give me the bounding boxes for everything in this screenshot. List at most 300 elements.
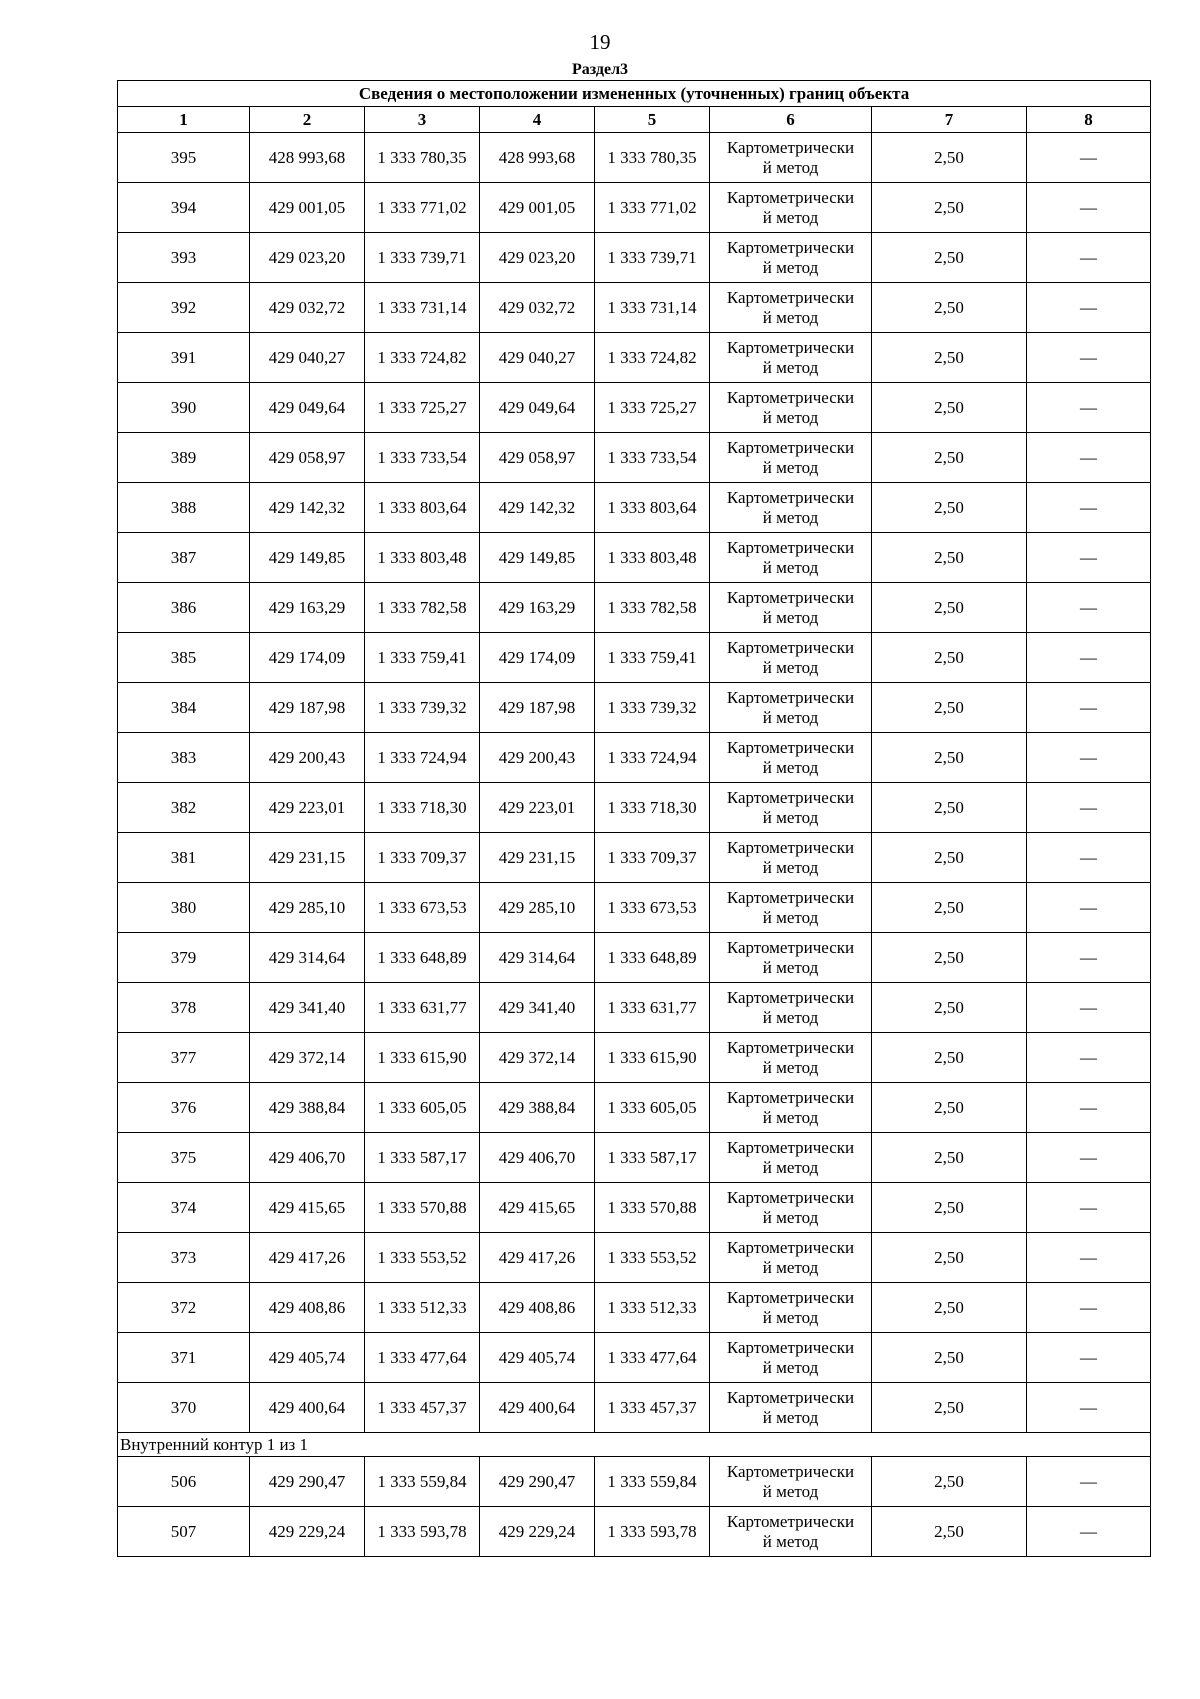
- x-coordinate-updated: 429 049,64: [480, 383, 595, 433]
- table-row: [118, 933, 1151, 983]
- table-row: [118, 1457, 1151, 1507]
- method-cell: [710, 483, 872, 533]
- x-coordinate-existing: 429 417,26: [250, 1233, 365, 1283]
- empty-dash: —: [1027, 833, 1151, 883]
- x-coordinate-updated: 429 372,14: [480, 1033, 595, 1083]
- y-coordinate-existing: 1 333 631,77: [365, 983, 480, 1033]
- empty-dash: —: [1027, 183, 1151, 233]
- y-coordinate-updated: 1 333 739,71: [595, 233, 710, 283]
- boundary-coordinates-table: [117, 80, 1151, 1557]
- table-row: [118, 1383, 1151, 1433]
- accuracy-value: 2,50: [872, 583, 1027, 633]
- method-text-line1: Картометрически: [726, 987, 855, 1007]
- x-coordinate-updated: 429 058,97: [480, 433, 595, 483]
- empty-dash: —: [1027, 1083, 1151, 1133]
- y-coordinate-updated: 1 333 457,37: [595, 1383, 710, 1433]
- point-number: 392: [118, 283, 250, 333]
- empty-dash: —: [1027, 283, 1151, 333]
- y-coordinate-updated: 1 333 587,17: [595, 1133, 710, 1183]
- y-coordinate-updated: 1 333 615,90: [595, 1033, 710, 1083]
- table-row: [118, 1083, 1151, 1133]
- x-coordinate-existing: 429 372,14: [250, 1033, 365, 1083]
- x-coordinate-existing: 429 058,97: [250, 433, 365, 483]
- method-text-line2: й метод: [762, 1357, 819, 1377]
- column-number: 8: [1027, 107, 1151, 133]
- y-coordinate-existing: 1 333 739,71: [365, 233, 480, 283]
- accuracy-value: 2,50: [872, 383, 1027, 433]
- point-number: 389: [118, 433, 250, 483]
- empty-dash: —: [1027, 1033, 1151, 1083]
- accuracy-value: 2,50: [872, 1133, 1027, 1183]
- point-number: 371: [118, 1333, 250, 1383]
- method-text-line1: Картометрически: [726, 637, 855, 657]
- method-text-line2: й метод: [762, 357, 819, 377]
- accuracy-value: 2,50: [872, 1233, 1027, 1283]
- empty-dash: —: [1027, 733, 1151, 783]
- accuracy-value: 2,50: [872, 483, 1027, 533]
- method-cell: [710, 783, 872, 833]
- table-row: [118, 1507, 1151, 1557]
- column-number-row: [118, 107, 1151, 133]
- empty-dash: —: [1027, 933, 1151, 983]
- method-text-line1: Картометрически: [726, 837, 855, 857]
- method-text-line1: Картометрически: [726, 887, 855, 907]
- method-text-line1: Картометрически: [726, 287, 855, 307]
- x-coordinate-updated: 429 314,64: [480, 933, 595, 983]
- method-text-line1: Картометрически: [726, 1137, 855, 1157]
- y-coordinate-existing: 1 333 803,48: [365, 533, 480, 583]
- table-row: [118, 983, 1151, 1033]
- accuracy-value: 2,50: [872, 183, 1027, 233]
- accuracy-value: 2,50: [872, 133, 1027, 183]
- accuracy-value: 2,50: [872, 1083, 1027, 1133]
- table-row: [118, 583, 1151, 633]
- y-coordinate-updated: 1 333 771,02: [595, 183, 710, 233]
- y-coordinate-updated: 1 333 803,64: [595, 483, 710, 533]
- point-number: 383: [118, 733, 250, 783]
- method-cell: [710, 1507, 872, 1557]
- method-cell: [710, 233, 872, 283]
- y-coordinate-existing: 1 333 733,54: [365, 433, 480, 483]
- table-row: [118, 1233, 1151, 1283]
- method-cell: [710, 1333, 872, 1383]
- method-cell: [710, 333, 872, 383]
- accuracy-value: 2,50: [872, 833, 1027, 883]
- point-number: 388: [118, 483, 250, 533]
- table-row: [118, 1033, 1151, 1083]
- empty-dash: —: [1027, 1133, 1151, 1183]
- y-coordinate-updated: 1 333 739,32: [595, 683, 710, 733]
- y-coordinate-existing: 1 333 457,37: [365, 1383, 480, 1433]
- y-coordinate-existing: 1 333 615,90: [365, 1033, 480, 1083]
- empty-dash: —: [1027, 1383, 1151, 1433]
- point-number: 393: [118, 233, 250, 283]
- method-cell: [710, 383, 872, 433]
- table-row: [118, 333, 1151, 383]
- method-text-line1: Картометрически: [726, 487, 855, 507]
- point-number: 373: [118, 1233, 250, 1283]
- method-cell: [710, 183, 872, 233]
- x-coordinate-existing: 429 405,74: [250, 1333, 365, 1383]
- section-title: Раздел3: [571, 61, 629, 78]
- empty-dash: —: [1027, 1183, 1151, 1233]
- method-text-line1: Картометрически: [726, 937, 855, 957]
- accuracy-value: 2,50: [872, 733, 1027, 783]
- column-number: 6: [710, 107, 872, 133]
- method-cell: [710, 633, 872, 683]
- y-coordinate-existing: 1 333 593,78: [365, 1507, 480, 1557]
- method-cell: [710, 933, 872, 983]
- x-coordinate-updated: 429 405,74: [480, 1333, 595, 1383]
- point-number: 395: [118, 133, 250, 183]
- x-coordinate-existing: 429 231,15: [250, 833, 365, 883]
- table-row: [118, 183, 1151, 233]
- point-number: 381: [118, 833, 250, 883]
- y-coordinate-updated: 1 333 477,64: [595, 1333, 710, 1383]
- point-number: 390: [118, 383, 250, 433]
- method-text-line2: й метод: [762, 807, 819, 827]
- method-cell: [710, 983, 872, 1033]
- y-coordinate-existing: 1 333 724,94: [365, 733, 480, 783]
- empty-dash: —: [1027, 683, 1151, 733]
- point-number: 387: [118, 533, 250, 583]
- table-row: [118, 633, 1151, 683]
- y-coordinate-updated: 1 333 782,58: [595, 583, 710, 633]
- x-coordinate-existing: 429 174,09: [250, 633, 365, 683]
- method-cell: [710, 683, 872, 733]
- y-coordinate-existing: 1 333 648,89: [365, 933, 480, 983]
- method-cell: [710, 1133, 872, 1183]
- accuracy-value: 2,50: [872, 633, 1027, 683]
- accuracy-value: 2,50: [872, 533, 1027, 583]
- method-text-line2: й метод: [762, 307, 819, 327]
- accuracy-value: 2,50: [872, 1457, 1027, 1507]
- empty-dash: —: [1027, 333, 1151, 383]
- method-text-line1: Картометрически: [726, 587, 855, 607]
- method-cell: [710, 1183, 872, 1233]
- empty-dash: —: [1027, 483, 1151, 533]
- method-text-line2: й метод: [762, 857, 819, 877]
- x-coordinate-existing: 429 023,20: [250, 233, 365, 283]
- page-number: 19: [589, 30, 611, 54]
- method-text-line1: Картометрически: [726, 737, 855, 757]
- method-text-line1: Картометрически: [726, 137, 855, 157]
- x-coordinate-updated: 429 001,05: [480, 183, 595, 233]
- accuracy-value: 2,50: [872, 1033, 1027, 1083]
- y-coordinate-updated: 1 333 559,84: [595, 1457, 710, 1507]
- x-coordinate-updated: 429 163,29: [480, 583, 595, 633]
- empty-dash: —: [1027, 533, 1151, 583]
- y-coordinate-updated: 1 333 725,27: [595, 383, 710, 433]
- y-coordinate-existing: 1 333 559,84: [365, 1457, 480, 1507]
- point-number: 376: [118, 1083, 250, 1133]
- method-cell: [710, 433, 872, 483]
- x-coordinate-existing: 429 406,70: [250, 1133, 365, 1183]
- method-cell: [710, 883, 872, 933]
- point-number: 391: [118, 333, 250, 383]
- y-coordinate-updated: 1 333 673,53: [595, 883, 710, 933]
- method-text-line1: Картометрически: [726, 1237, 855, 1257]
- x-coordinate-updated: 429 231,15: [480, 833, 595, 883]
- x-coordinate-existing: 429 200,43: [250, 733, 365, 783]
- accuracy-value: 2,50: [872, 233, 1027, 283]
- point-number: 378: [118, 983, 250, 1033]
- y-coordinate-existing: 1 333 605,05: [365, 1083, 480, 1133]
- empty-dash: —: [1027, 1507, 1151, 1557]
- x-coordinate-existing: 429 229,24: [250, 1507, 365, 1557]
- point-number: 506: [118, 1457, 250, 1507]
- method-text-line2: й метод: [762, 757, 819, 777]
- accuracy-value: 2,50: [872, 683, 1027, 733]
- table-row: [118, 233, 1151, 283]
- method-cell: [710, 833, 872, 883]
- column-number: 3: [365, 107, 480, 133]
- method-text-line2: й метод: [762, 257, 819, 277]
- y-coordinate-updated: 1 333 724,94: [595, 733, 710, 783]
- method-text-line1: Картометрически: [726, 1187, 855, 1207]
- column-number: 5: [595, 107, 710, 133]
- method-cell: [710, 1457, 872, 1507]
- x-coordinate-updated: 429 388,84: [480, 1083, 595, 1133]
- y-coordinate-updated: 1 333 512,33: [595, 1283, 710, 1333]
- y-coordinate-existing: 1 333 780,35: [365, 133, 480, 183]
- method-text-line2: й метод: [762, 1157, 819, 1177]
- accuracy-value: 2,50: [872, 1183, 1027, 1233]
- x-coordinate-updated: 428 993,68: [480, 133, 595, 183]
- empty-dash: —: [1027, 783, 1151, 833]
- x-coordinate-existing: 429 341,40: [250, 983, 365, 1033]
- table-row: [118, 283, 1151, 333]
- accuracy-value: 2,50: [872, 1507, 1027, 1557]
- method-text-line1: Картометрически: [726, 537, 855, 557]
- table-row: [118, 433, 1151, 483]
- y-coordinate-updated: 1 333 648,89: [595, 933, 710, 983]
- point-number: 382: [118, 783, 250, 833]
- y-coordinate-updated: 1 333 803,48: [595, 533, 710, 583]
- method-text-line2: й метод: [762, 1057, 819, 1077]
- method-text-line1: Картометрически: [726, 1511, 855, 1531]
- y-coordinate-updated: 1 333 780,35: [595, 133, 710, 183]
- table-row: [118, 683, 1151, 733]
- table-row: [118, 1283, 1151, 1333]
- empty-dash: —: [1027, 883, 1151, 933]
- x-coordinate-updated: 429 174,09: [480, 633, 595, 683]
- point-number: 384: [118, 683, 250, 733]
- x-coordinate-updated: 429 400,64: [480, 1383, 595, 1433]
- y-coordinate-existing: 1 333 725,27: [365, 383, 480, 433]
- table-row: [118, 483, 1151, 533]
- table-row: [118, 1133, 1151, 1183]
- y-coordinate-updated: 1 333 605,05: [595, 1083, 710, 1133]
- method-text-line1: Картометрически: [726, 1387, 855, 1407]
- y-coordinate-existing: 1 333 570,88: [365, 1183, 480, 1233]
- method-text-line2: й метод: [762, 457, 819, 477]
- method-text-line2: й метод: [762, 507, 819, 527]
- x-coordinate-existing: 429 290,47: [250, 1457, 365, 1507]
- method-cell: [710, 283, 872, 333]
- method-cell: [710, 1383, 872, 1433]
- y-coordinate-existing: 1 333 709,37: [365, 833, 480, 883]
- method-text-line2: й метод: [762, 407, 819, 427]
- x-coordinate-existing: 428 993,68: [250, 133, 365, 183]
- table-row: [118, 733, 1151, 783]
- point-number: 374: [118, 1183, 250, 1233]
- contour-label: Внутренний контур 1 из 1: [118, 1433, 1151, 1457]
- method-text-line2: й метод: [762, 1307, 819, 1327]
- y-coordinate-updated: 1 333 631,77: [595, 983, 710, 1033]
- method-cell: [710, 583, 872, 633]
- table-row: [118, 1183, 1151, 1233]
- method-text-line2: й метод: [762, 707, 819, 727]
- accuracy-value: 2,50: [872, 283, 1027, 333]
- x-coordinate-updated: 429 285,10: [480, 883, 595, 933]
- x-coordinate-existing: 429 408,86: [250, 1283, 365, 1333]
- method-text-line2: й метод: [762, 157, 819, 177]
- y-coordinate-updated: 1 333 570,88: [595, 1183, 710, 1233]
- x-coordinate-existing: 429 001,05: [250, 183, 365, 233]
- method-text-line1: Картометрически: [726, 1087, 855, 1107]
- method-text-line2: й метод: [762, 657, 819, 677]
- method-text-line1: Картометрически: [726, 1461, 855, 1481]
- accuracy-value: 2,50: [872, 1333, 1027, 1383]
- empty-dash: —: [1027, 1233, 1151, 1283]
- x-coordinate-existing: 429 285,10: [250, 883, 365, 933]
- table-row: [118, 133, 1151, 183]
- empty-dash: —: [1027, 133, 1151, 183]
- point-number: 370: [118, 1383, 250, 1433]
- empty-dash: —: [1027, 1333, 1151, 1383]
- table-row: [118, 883, 1151, 933]
- point-number: 385: [118, 633, 250, 683]
- contour-label-row: [118, 1433, 1151, 1457]
- x-coordinate-updated: 429 149,85: [480, 533, 595, 583]
- x-coordinate-updated: 429 229,24: [480, 1507, 595, 1557]
- point-number: 372: [118, 1283, 250, 1333]
- x-coordinate-existing: 429 142,32: [250, 483, 365, 533]
- x-coordinate-existing: 429 388,84: [250, 1083, 365, 1133]
- point-number: 379: [118, 933, 250, 983]
- point-number: 375: [118, 1133, 250, 1183]
- y-coordinate-existing: 1 333 803,64: [365, 483, 480, 533]
- x-coordinate-updated: 429 023,20: [480, 233, 595, 283]
- accuracy-value: 2,50: [872, 983, 1027, 1033]
- method-text-line1: Картометрически: [726, 1287, 855, 1307]
- method-cell: [710, 733, 872, 783]
- x-coordinate-existing: 429 032,72: [250, 283, 365, 333]
- point-number: 377: [118, 1033, 250, 1083]
- method-cell: [710, 133, 872, 183]
- method-text-line1: Картометрически: [726, 787, 855, 807]
- column-number: 2: [250, 107, 365, 133]
- table-row: [118, 833, 1151, 883]
- method-text-line2: й метод: [762, 1481, 819, 1501]
- method-text-line1: Картометрически: [726, 187, 855, 207]
- method-text-line2: й метод: [762, 907, 819, 927]
- method-text-line2: й метод: [762, 557, 819, 577]
- table-caption-row: [118, 81, 1151, 107]
- accuracy-value: 2,50: [872, 333, 1027, 383]
- point-number: 507: [118, 1507, 250, 1557]
- accuracy-value: 2,50: [872, 883, 1027, 933]
- table-row: [118, 383, 1151, 433]
- y-coordinate-existing: 1 333 771,02: [365, 183, 480, 233]
- x-coordinate-updated: 429 417,26: [480, 1233, 595, 1283]
- method-text-line1: Картометрически: [726, 337, 855, 357]
- y-coordinate-updated: 1 333 731,14: [595, 283, 710, 333]
- y-coordinate-existing: 1 333 553,52: [365, 1233, 480, 1283]
- method-text-line1: Картометрически: [726, 1337, 855, 1357]
- x-coordinate-updated: 429 408,86: [480, 1283, 595, 1333]
- y-coordinate-existing: 1 333 724,82: [365, 333, 480, 383]
- x-coordinate-updated: 429 142,32: [480, 483, 595, 533]
- x-coordinate-updated: 429 040,27: [480, 333, 595, 383]
- x-coordinate-updated: 429 032,72: [480, 283, 595, 333]
- y-coordinate-updated: 1 333 553,52: [595, 1233, 710, 1283]
- table-row: [118, 1333, 1151, 1383]
- point-number: 380: [118, 883, 250, 933]
- method-text-line2: й метод: [762, 1107, 819, 1127]
- method-text-line1: Картометрически: [726, 437, 855, 457]
- method-text-line2: й метод: [762, 207, 819, 227]
- empty-dash: —: [1027, 1283, 1151, 1333]
- empty-dash: —: [1027, 383, 1151, 433]
- y-coordinate-existing: 1 333 587,17: [365, 1133, 480, 1183]
- method-text-line1: Картометрически: [726, 1037, 855, 1057]
- accuracy-value: 2,50: [872, 1383, 1027, 1433]
- y-coordinate-existing: 1 333 782,58: [365, 583, 480, 633]
- method-text-line2: й метод: [762, 1257, 819, 1277]
- x-coordinate-existing: 429 223,01: [250, 783, 365, 833]
- empty-dash: —: [1027, 233, 1151, 283]
- method-text-line2: й метод: [762, 1407, 819, 1427]
- table-caption: Сведения о местоположении измененных (уточненных) границ объекта: [118, 81, 1151, 107]
- method-text-line2: й метод: [762, 957, 819, 977]
- method-cell: [710, 1033, 872, 1083]
- x-coordinate-existing: 429 040,27: [250, 333, 365, 383]
- accuracy-value: 2,50: [872, 933, 1027, 983]
- method-cell: [710, 1083, 872, 1133]
- empty-dash: —: [1027, 1457, 1151, 1507]
- y-coordinate-updated: 1 333 718,30: [595, 783, 710, 833]
- y-coordinate-updated: 1 333 709,37: [595, 833, 710, 883]
- method-text-line2: й метод: [762, 1207, 819, 1227]
- column-number: 4: [480, 107, 595, 133]
- method-cell: [710, 1233, 872, 1283]
- x-coordinate-updated: 429 406,70: [480, 1133, 595, 1183]
- y-coordinate-existing: 1 333 477,64: [365, 1333, 480, 1383]
- x-coordinate-updated: 429 223,01: [480, 783, 595, 833]
- method-text-line1: Картометрически: [726, 687, 855, 707]
- point-number: 386: [118, 583, 250, 633]
- method-text-line2: й метод: [762, 1007, 819, 1027]
- x-coordinate-existing: 429 149,85: [250, 533, 365, 583]
- x-coordinate-updated: 429 341,40: [480, 983, 595, 1033]
- x-coordinate-updated: 429 290,47: [480, 1457, 595, 1507]
- x-coordinate-updated: 429 187,98: [480, 683, 595, 733]
- x-coordinate-updated: 429 200,43: [480, 733, 595, 783]
- column-number: 1: [118, 107, 250, 133]
- x-coordinate-existing: 429 163,29: [250, 583, 365, 633]
- accuracy-value: 2,50: [872, 1283, 1027, 1333]
- y-coordinate-existing: 1 333 512,33: [365, 1283, 480, 1333]
- accuracy-value: 2,50: [872, 433, 1027, 483]
- method-text-line2: й метод: [762, 607, 819, 627]
- column-number: 7: [872, 107, 1027, 133]
- y-coordinate-updated: 1 333 593,78: [595, 1507, 710, 1557]
- method-text-line2: й метод: [762, 1531, 819, 1551]
- x-coordinate-existing: 429 187,98: [250, 683, 365, 733]
- empty-dash: —: [1027, 983, 1151, 1033]
